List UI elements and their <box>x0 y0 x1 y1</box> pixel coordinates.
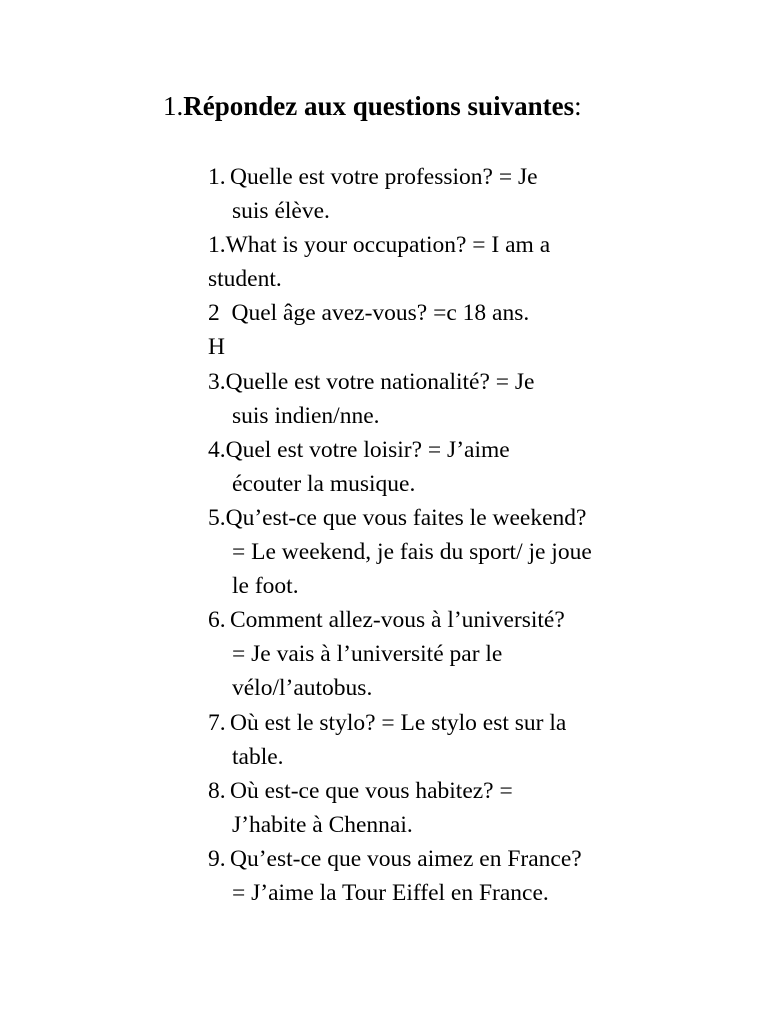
stray-mark: H <box>208 334 225 361</box>
title-number: 1. <box>163 91 184 121</box>
answer-line: suis élève. <box>232 198 330 225</box>
answer-line: le foot. <box>232 573 299 600</box>
question-line: 5.Qu’est-ce que vous faites le weekend? <box>208 504 587 531</box>
answer-line: student. <box>208 266 282 293</box>
answer-line: = Le weekend, je fais du sport/ je joue <box>232 539 592 566</box>
item-number: 6. <box>208 607 226 634</box>
item-number: 9. <box>208 845 226 872</box>
question-line <box>208 603 728 637</box>
page-title <box>163 89 582 123</box>
title-text: Répondez aux questions suivantes <box>183 91 575 121</box>
line-text: Comment allez-vous à l’université? <box>230 607 565 634</box>
question-line: 3.Quelle est votre nationalité? = Je <box>208 368 535 395</box>
question-line: 1.What is your occupation? = I am a <box>208 232 551 259</box>
item-number: 1. <box>208 164 226 190</box>
question-line <box>208 774 728 808</box>
answer-line: = J’aime la Tour Eiffel en France. <box>232 879 549 906</box>
title-colon: : <box>574 91 582 121</box>
answer-line: J’habite à Chennai. <box>232 811 413 838</box>
answer-line: suis indien/nne. <box>232 402 380 429</box>
question-line <box>208 160 728 194</box>
line-text: Où est le stylo? = Le stylo est sur la <box>230 709 567 736</box>
item-number: 7. <box>208 709 226 736</box>
line-text: Quelle est votre profession? = Je <box>230 164 538 190</box>
line-text: Qu’est-ce que vous aimez en France? <box>230 845 582 872</box>
question-line <box>208 842 728 876</box>
question-line: 2 Quel âge avez-vous? =c 18 ans. <box>208 300 530 327</box>
question-answer-list <box>208 160 728 910</box>
answer-line: = Je vais à l’université par le <box>232 641 503 668</box>
answer-line: table. <box>232 743 284 770</box>
question-line <box>208 706 728 740</box>
answer-line: écouter la musique. <box>232 470 416 497</box>
line-text: Où est-ce que vous habitez? = <box>230 777 513 804</box>
item-number: 8. <box>208 777 226 804</box>
question-line: 4.Quel est votre loisir? = J’aime <box>208 436 510 463</box>
answer-line: vélo/l’autobus. <box>232 675 373 702</box>
